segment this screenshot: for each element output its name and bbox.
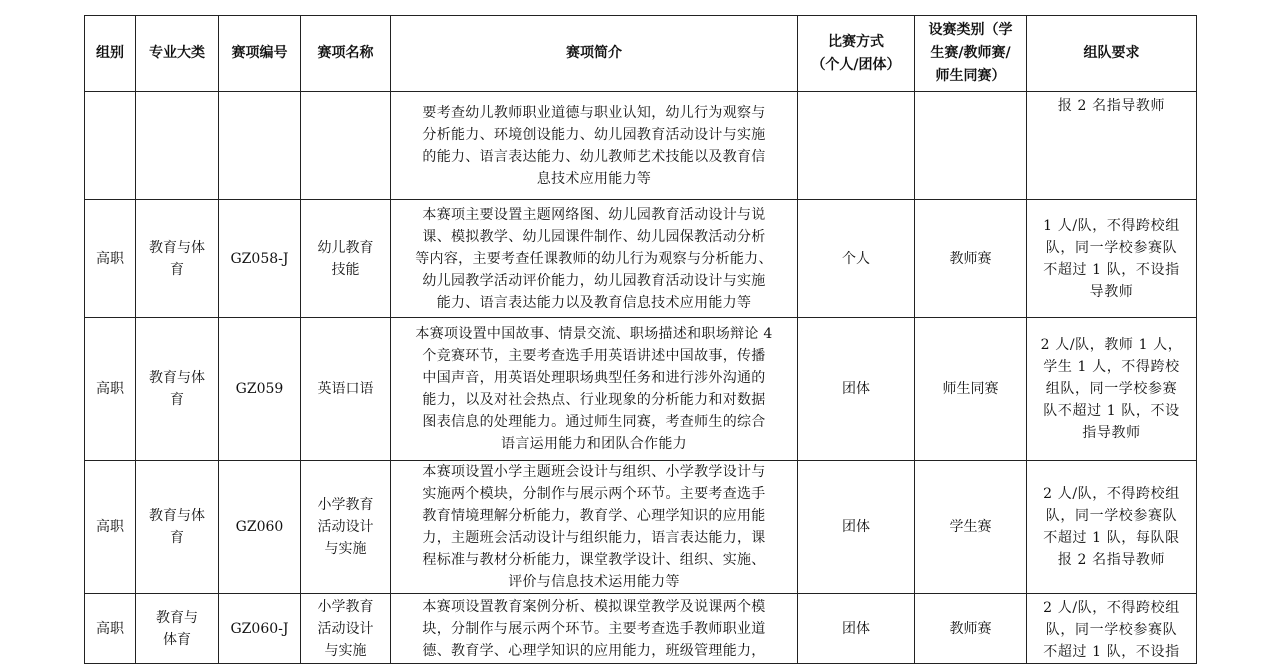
competition-table bbox=[84, 15, 1197, 664]
cell-intro-line: 程标准与教材分析能力，课堂教学设计、组织、实施、 bbox=[422, 552, 766, 568]
cell-mode bbox=[798, 92, 915, 200]
cell-intro bbox=[391, 92, 798, 200]
cell-intro-line: 本赛项主要设置主题网络图、幼儿园教育活动设计与说 bbox=[422, 206, 766, 223]
cell-intro-line: 个竞赛环节，主要考查选手用英语讲述中国故事，传播 bbox=[422, 348, 766, 364]
cell-team-line: 不超过 1 队，不设指 bbox=[1043, 644, 1180, 660]
cell-category: 学生赛 bbox=[915, 461, 1027, 594]
cell-intro-line: 块，分制作与展示两个环节。主要考查选手教师职业道 bbox=[422, 620, 766, 637]
cell-team-line: 2 人/队，不得跨校组 bbox=[1043, 600, 1180, 616]
cell-code: GZ058-J bbox=[219, 200, 301, 318]
cell-intro-line: 图表信息的处理能力。通过师生同赛，考查师生的综合 bbox=[422, 414, 766, 430]
cell-team-line: 2 人/队，不得跨校组 bbox=[1043, 486, 1180, 502]
cell-intro-line: 评价与信息技术运用能力等 bbox=[508, 574, 680, 590]
cell-major bbox=[136, 461, 219, 594]
cell-major-line: 教育与 bbox=[156, 609, 198, 626]
cell-category bbox=[915, 92, 1027, 200]
cell-major-line: 教育与体 bbox=[149, 239, 205, 256]
cell-name bbox=[301, 594, 391, 664]
cell-intro-line: 实施两个模块，分制作与展示两个环节。主要考查选手 bbox=[422, 486, 766, 502]
cell-intro-line: 能力，以及对社会热点、行业现象的分析能力和对数据 bbox=[422, 392, 766, 408]
cell-major bbox=[136, 594, 219, 664]
cell-intro bbox=[391, 200, 798, 318]
cell-group: 高职 bbox=[85, 461, 136, 594]
header-intro: 赛项简介 bbox=[391, 16, 798, 92]
cell-intro-line: 息技术应用能力等 bbox=[536, 170, 652, 187]
cell-intro-line: 本赛项设置小学主题班会设计与组织、小学教学设计与 bbox=[422, 464, 766, 480]
header-mode-line: （个人/团体） bbox=[811, 56, 901, 73]
cell-intro-line: 分析能力、环境创设能力、幼儿园教育活动设计与实施 bbox=[422, 126, 766, 143]
header-group: 组别 bbox=[85, 16, 136, 92]
cell-major-line: 体育 bbox=[163, 631, 191, 648]
cell-team-line: 不超过 1 队，每队限 bbox=[1043, 530, 1180, 546]
cell-team-line: 1 人/队，不得跨校组 bbox=[1043, 217, 1180, 234]
header-category-line: 师生同赛） bbox=[935, 68, 1006, 84]
cell-intro-line: 中国声音，用英语处理职场典型任务和进行涉外沟通的 bbox=[422, 370, 766, 386]
cell-team-line: 指导教师 bbox=[1082, 425, 1141, 441]
cell-category: 教师赛 bbox=[915, 594, 1027, 664]
cell-name-line: 幼儿教育 bbox=[317, 239, 374, 256]
cell-intro bbox=[391, 594, 798, 664]
cell-category: 师生同赛 bbox=[915, 318, 1027, 461]
cell-name bbox=[301, 461, 391, 594]
cell-mode: 团体 bbox=[798, 461, 915, 594]
cell-team-line: 导教师 bbox=[1089, 283, 1134, 300]
cell-team bbox=[1027, 594, 1197, 664]
cell-mode: 团体 bbox=[798, 318, 915, 461]
cell-team-line: 队，同一学校参赛队 bbox=[1045, 622, 1178, 638]
cell-team bbox=[1027, 318, 1197, 461]
cell-major-line: 育 bbox=[170, 261, 184, 278]
cell-team-line: 不超过 1 队，不设指 bbox=[1043, 261, 1180, 278]
cell-name bbox=[301, 200, 391, 318]
cell-group bbox=[85, 92, 136, 200]
header-team: 组队要求 bbox=[1027, 16, 1197, 92]
cell-intro-line: 等内容，主要考查任课教师的幼儿行为观察与分析能力、 bbox=[415, 250, 773, 267]
cell-code: GZ060 bbox=[219, 461, 301, 594]
cell-name bbox=[301, 318, 391, 461]
cell-major bbox=[136, 200, 219, 318]
cell-intro-line: 德、教育学、心理学知识的应用能力，班级管理能力， bbox=[422, 642, 766, 659]
cell-name bbox=[301, 92, 391, 200]
table-body bbox=[85, 92, 1197, 664]
cell-group: 高职 bbox=[85, 200, 136, 318]
header-mode-line: 比赛方式 bbox=[828, 33, 884, 50]
cell-name-line: 活动设计 bbox=[317, 519, 374, 535]
header-mode bbox=[798, 16, 915, 92]
cell-team bbox=[1027, 200, 1197, 318]
cell-intro-line: 的能力、语言表达能力、幼儿教师艺术技能以及教育信 bbox=[422, 148, 766, 165]
cell-name-line: 英语口语 bbox=[317, 381, 374, 397]
cell-team-line: 队，同一学校参赛队 bbox=[1045, 239, 1178, 256]
cell-intro-line: 幼儿园教学活动评价能力，幼儿园教育活动设计与实施 bbox=[422, 272, 766, 289]
cell-group: 高职 bbox=[85, 594, 136, 664]
cell-intro-line: 语言运用能力和团队合作能力 bbox=[501, 436, 687, 452]
cell-intro-line: 力，主题班会活动设计与组织能力，语言表达能力，课 bbox=[422, 530, 766, 546]
cell-name-line: 技能 bbox=[331, 261, 360, 278]
table-row bbox=[85, 594, 1197, 664]
cell-team-line: 报 2 名指导教师 bbox=[1057, 552, 1166, 568]
cell-name-line: 与实施 bbox=[324, 642, 367, 659]
header-name: 赛项名称 bbox=[301, 16, 391, 92]
header-major: 专业大类 bbox=[136, 16, 219, 92]
cell-name-line: 小学教育 bbox=[317, 497, 374, 513]
cell-category: 教师赛 bbox=[915, 200, 1027, 318]
cell-intro-line: 本赛项设置中国故事、情景交流、职场描述和职场辩论 4 bbox=[415, 326, 773, 342]
cell-team-line: 学生 1 人，不得跨校 bbox=[1043, 359, 1180, 375]
cell-major bbox=[136, 92, 219, 200]
table-row bbox=[85, 92, 1197, 200]
cell-intro-line: 课、模拟教学、幼儿园课件制作、幼儿园保教活动分析 bbox=[422, 228, 766, 245]
cell-intro-line: 教育情境理解分析能力，教育学、心理学知识的应用能 bbox=[422, 508, 766, 524]
cell-name-line: 与实施 bbox=[324, 541, 367, 557]
cell-major-line: 育 bbox=[170, 392, 184, 408]
cell-major bbox=[136, 318, 219, 461]
cell-team-line: 队，同一学校参赛队 bbox=[1045, 508, 1178, 524]
table-row bbox=[85, 461, 1197, 594]
cell-team bbox=[1027, 461, 1197, 594]
cell-team-line: 组队，同一学校参赛 bbox=[1045, 381, 1178, 397]
cell-code: GZ060-J bbox=[219, 594, 301, 664]
header-code: 赛项编号 bbox=[219, 16, 301, 92]
cell-mode: 个人 bbox=[798, 200, 915, 318]
cell-major-line: 育 bbox=[170, 530, 184, 546]
table-row bbox=[85, 200, 1197, 318]
cell-code bbox=[219, 92, 301, 200]
header-category-line: 设赛类别（学 bbox=[928, 22, 1013, 38]
cell-intro bbox=[391, 461, 798, 594]
cell-intro-line: 要考查幼儿教师职业道德与职业认知，幼儿行为观察与 bbox=[422, 104, 766, 121]
cell-mode: 团体 bbox=[798, 594, 915, 664]
cell-major-line: 教育与体 bbox=[149, 370, 205, 386]
header-category bbox=[915, 16, 1027, 92]
cell-team bbox=[1027, 92, 1197, 200]
header-row bbox=[85, 16, 1197, 92]
cell-team-line: 2 人/队，教师 1 人， bbox=[1040, 337, 1183, 353]
table-row bbox=[85, 318, 1197, 461]
cell-name-line: 活动设计 bbox=[317, 620, 374, 637]
cell-intro bbox=[391, 318, 798, 461]
cell-intro-line: 本赛项设置教育案例分析、模拟课堂教学及说课两个模 bbox=[422, 598, 766, 615]
cell-team-line: 队不超过 1 队，不设 bbox=[1043, 403, 1180, 419]
cell-team-line: 报 2 名指导教师 bbox=[1057, 98, 1166, 114]
cell-name-line: 小学教育 bbox=[317, 598, 374, 615]
cell-code: GZ059 bbox=[219, 318, 301, 461]
cell-group: 高职 bbox=[85, 318, 136, 461]
header-category-line: 生赛/教师赛/ bbox=[930, 45, 1011, 61]
cell-major-line: 教育与体 bbox=[149, 508, 205, 524]
cell-intro-line: 能力、语言表达能力以及教育信息技术应用能力等 bbox=[436, 294, 752, 311]
